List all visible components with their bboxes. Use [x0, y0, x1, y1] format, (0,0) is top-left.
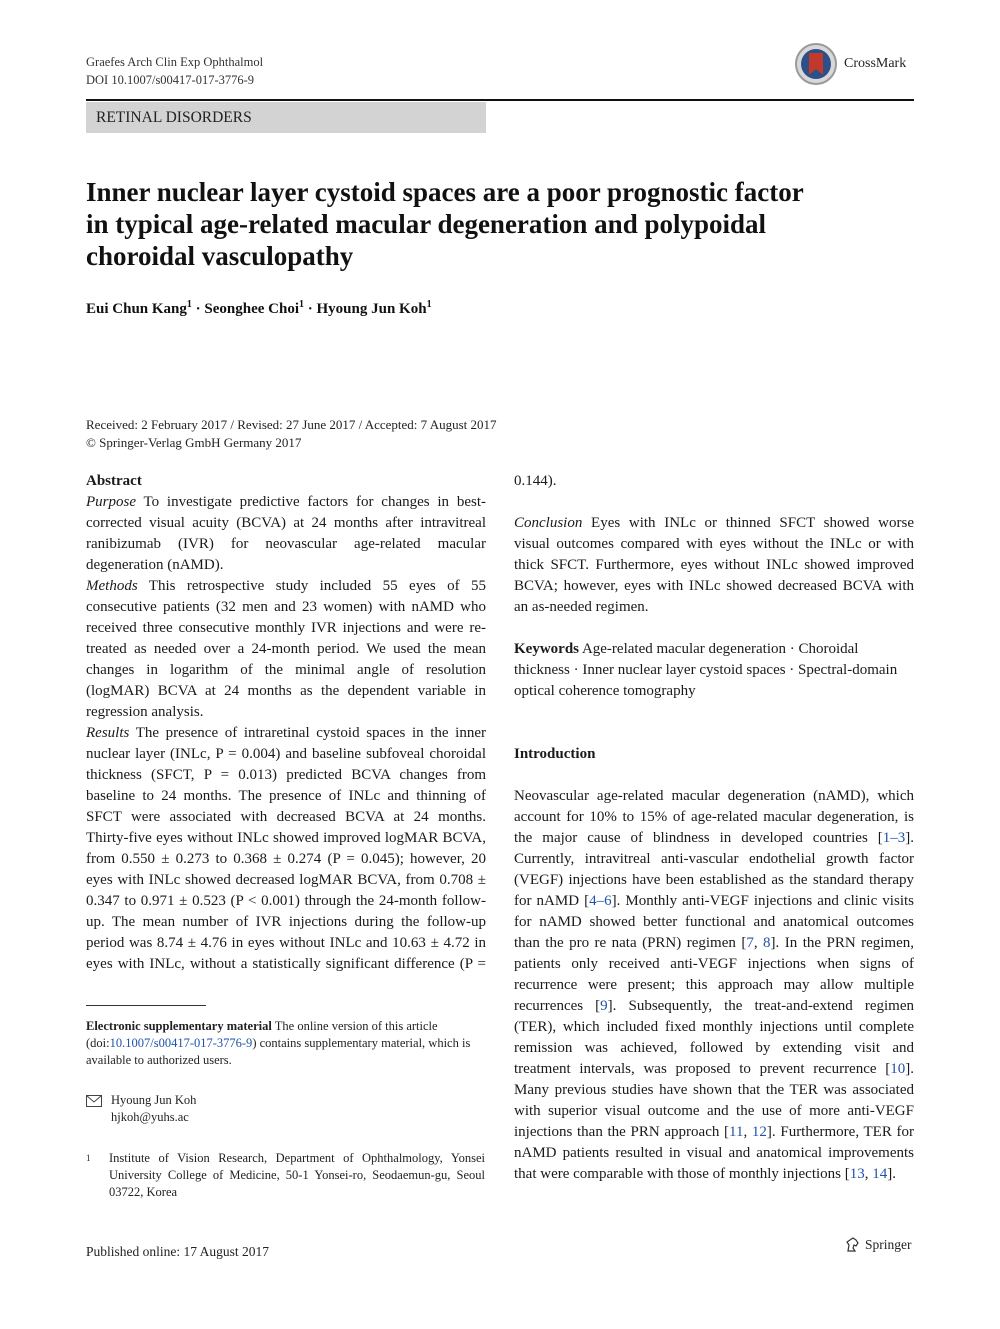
journal-name: Graefes Arch Clin Exp Ophthalmol [86, 55, 264, 69]
citation-link[interactable]: 7 [746, 935, 754, 951]
intro-text-segment: Neovascular age-related macular degeneration (nAMD), which account for 10% to 15% of age-related macular degeneration, is the major cause of blindness in developed countries [514, 788, 914, 846]
citation-link[interactable]: 11 [729, 1124, 744, 1140]
title-line: in typical age-related macular degeneration and polypoidal [86, 209, 767, 239]
author-name[interactable]: Eui Chun Kang [86, 301, 187, 317]
intro-text-segment: ]. Many previous studies have shown that the TER was associated with superior visual outcome and the use of more anti-VEGF injections than the PRN approach [ [514, 1061, 914, 1140]
author-name[interactable]: Hyoung Jun Koh [316, 301, 427, 317]
esm-label: Electronic supplementary material [86, 1019, 272, 1033]
published-online: Published online: 17 August 2017 [86, 1244, 270, 1259]
results-text: The presence of intraretinal cystoid spaces in the inner nuclear layer (INLc, P = 0.004) and baseline subfoveal choroidal thickness (SFCT, P = 0.013) predicted BCVA changes from baseline to 24 months. The presence of INLc and thinning of SFCT were associated with decreased BCVA at 24 months. Thirty-five eyes without INLc showed improved logMAR BCVA, from 0.550 ± 0.273 to 0.368 ± 0.274 (P = 0.045); however, 20 eyes with INLc showed decreased logMAR BCVA, from 0.708 ± 0.347 to 0.971 ± 0.523 (P < 0.001) through the 24-month follow-up. The mean number of IVR injections during the follow-up period was 8.74 ± 4.76 in eyes without INLc and 10.63 ± 4.72 in eyes with INLc, without a statistically significant difference (P = [86, 725, 486, 972]
left-column [86, 471, 486, 975]
citation-link[interactable]: 1–3 [882, 830, 906, 846]
abstract-heading: Abstract [86, 473, 142, 489]
article-doi: DOI 10.1007/s00417-017-3776-9 [86, 73, 255, 87]
crossmark-icon [794, 42, 838, 86]
author-affiliation: 1 [186, 299, 192, 310]
methods-text: This retrospective study included 55 eyes of 55 consecutive patients (32 men and 23 women) with nAMD who received three consecutive monthly IVR injections and were re-treated as needed over a 24-month period. We used the mean changes in logarithm of the minimal angle of resolution (logMAR) BCVA at 24 months as the dependent variable in regression analysis. [86, 578, 486, 720]
esm-doi-link[interactable]: 10.1007/s00417-017-3776-9 [109, 1036, 253, 1050]
header-divider [86, 99, 914, 101]
citation-link[interactable]: 10 [890, 1061, 906, 1077]
author-separator: · [307, 301, 313, 317]
footnote-divider [86, 1005, 206, 1006]
abstract-methods [86, 576, 486, 723]
article-title [86, 176, 886, 272]
intro-text-segment: [ [877, 830, 883, 846]
citation-link[interactable]: 9 [600, 998, 608, 1014]
results-text-continued: 0.144). [514, 473, 557, 489]
intro-text-segment: ]. Currently, intravitreal anti-vascular endothelial growth factor (VEGF) injections have been established as the standard therapy for nAMD [ [514, 830, 914, 909]
envelope-icon [86, 1095, 102, 1107]
publisher-logo[interactable] [845, 1237, 912, 1253]
citation-link[interactable]: 8 [763, 935, 771, 951]
crossmark-label: CrossMark [844, 56, 907, 71]
conclusion-text: Eyes with INLc or thinned SFCT showed worse visual outcomes compared with eyes without the INLc or with thick SFCT. Furthermore, eyes without INLc showed improved BCVA; however, eyes with INLc showed decreased BCVA with an as-needed regimen. [514, 515, 914, 615]
intro-text-segment: , [743, 1124, 752, 1140]
affiliation-footnote [86, 1150, 486, 1201]
author-list [86, 299, 432, 318]
abstract-conclusion [514, 513, 914, 618]
abstract-results [86, 723, 486, 975]
publication-dates [86, 416, 497, 452]
keywords [514, 639, 914, 702]
purpose-label: Purpose [86, 494, 136, 510]
publisher-name: Springer [865, 1237, 912, 1252]
esm-text-after: ) contains supplementary material, which is available to authorized users. [86, 1036, 471, 1067]
intro-text-segment: ]. Monthly anti-VEGF injections and clinic visits for nAMD showed better functional and anatomical outcomes than the pro re nata (PRN) regimen [ [514, 893, 914, 951]
citation-link[interactable]: 14 [872, 1166, 888, 1182]
author-name[interactable]: Seonghee Choi [204, 301, 299, 317]
intro-text-segment: ]. Subsequently, the treat-and-extend regimen (TER), which included fixed monthly injections until complete remission was achieved, followed by extending visit and treatment intervals, was proposed to prevent recurrence [ [514, 998, 914, 1077]
esm-text-before: The online version of this article (doi: [86, 1019, 438, 1050]
section-label: RETINAL DISORDERS [86, 102, 486, 133]
intro-text-segment: , [864, 1166, 873, 1182]
results-label: Results [86, 725, 130, 741]
intro-text-segment: ]. [887, 1166, 896, 1182]
springer-horse-icon [845, 1237, 861, 1253]
introduction-heading: Introduction [514, 746, 596, 762]
keywords-label: Keywords [514, 641, 579, 657]
methods-label: Methods [86, 578, 138, 594]
intro-text-segment: ]. Furthermore, TER for nAMD patients resulted in visual and anatomical improvements that were comparable with those of monthly injections [ [514, 1124, 914, 1182]
intro-text-segment: ]. In the PRN regimen, patients only received anti-VEGF injections when signs of recurrence were present; this approach may allow multiple recurrences [ [514, 935, 915, 1014]
introduction-paragraph [514, 786, 914, 1185]
citation-link[interactable]: 12 [751, 1124, 767, 1140]
journal-header [86, 53, 263, 89]
affiliation-number: 1 [86, 1153, 91, 1163]
author-affiliation: 1 [299, 299, 304, 310]
conclusion-label: Conclusion [514, 515, 583, 531]
title-line: choroidal vasculopathy [86, 241, 354, 271]
corresponding-email[interactable]: hjkoh@yuhs.ac [111, 1110, 189, 1124]
author-separator: · [195, 301, 201, 317]
intro-text-segment: , [753, 935, 764, 951]
crossmark-badge[interactable] [794, 42, 906, 86]
author-affiliation: 1 [426, 299, 432, 310]
title-line: Inner nuclear layer cystoid spaces are a poor prognostic factor [86, 177, 804, 207]
purpose-text: To investigate predictive factors for changes in best-corrected visual acuity (BCVA) at 24 months after intravitreal ranibizumab (IVR) for neovascular age-related macular degeneration (nAMD). [86, 494, 486, 573]
esm-footnote [86, 1018, 486, 1069]
affiliation-text: Institute of Vision Research, Department of Ophthalmology, Yonsei University College of Medicine, 50-1 Yonsei-ro, Seodaemun-gu, Seoul 03722, Korea [109, 1151, 485, 1199]
abstract-purpose [86, 492, 486, 576]
keywords-text: Age-related macular degeneration · Choroidal thickness · Inner nuclear layer cystoid spaces · Spectral-domain optical coherence tomography [514, 641, 898, 699]
citation-link[interactable]: 13 [849, 1166, 865, 1182]
right-column [514, 471, 914, 1185]
abstract-results-continued [514, 471, 914, 513]
received-dates: Received: 2 February 2017 / Revised: 27 June 2017 / Accepted: 7 August 2017 [86, 417, 497, 432]
corresponding-author [86, 1092, 486, 1126]
citation-link[interactable]: 4–6 [589, 893, 612, 909]
corresponding-name: Hyoung Jun Koh [111, 1093, 197, 1107]
copyright-line: © Springer-Verlag GmbH Germany 2017 [86, 435, 302, 450]
